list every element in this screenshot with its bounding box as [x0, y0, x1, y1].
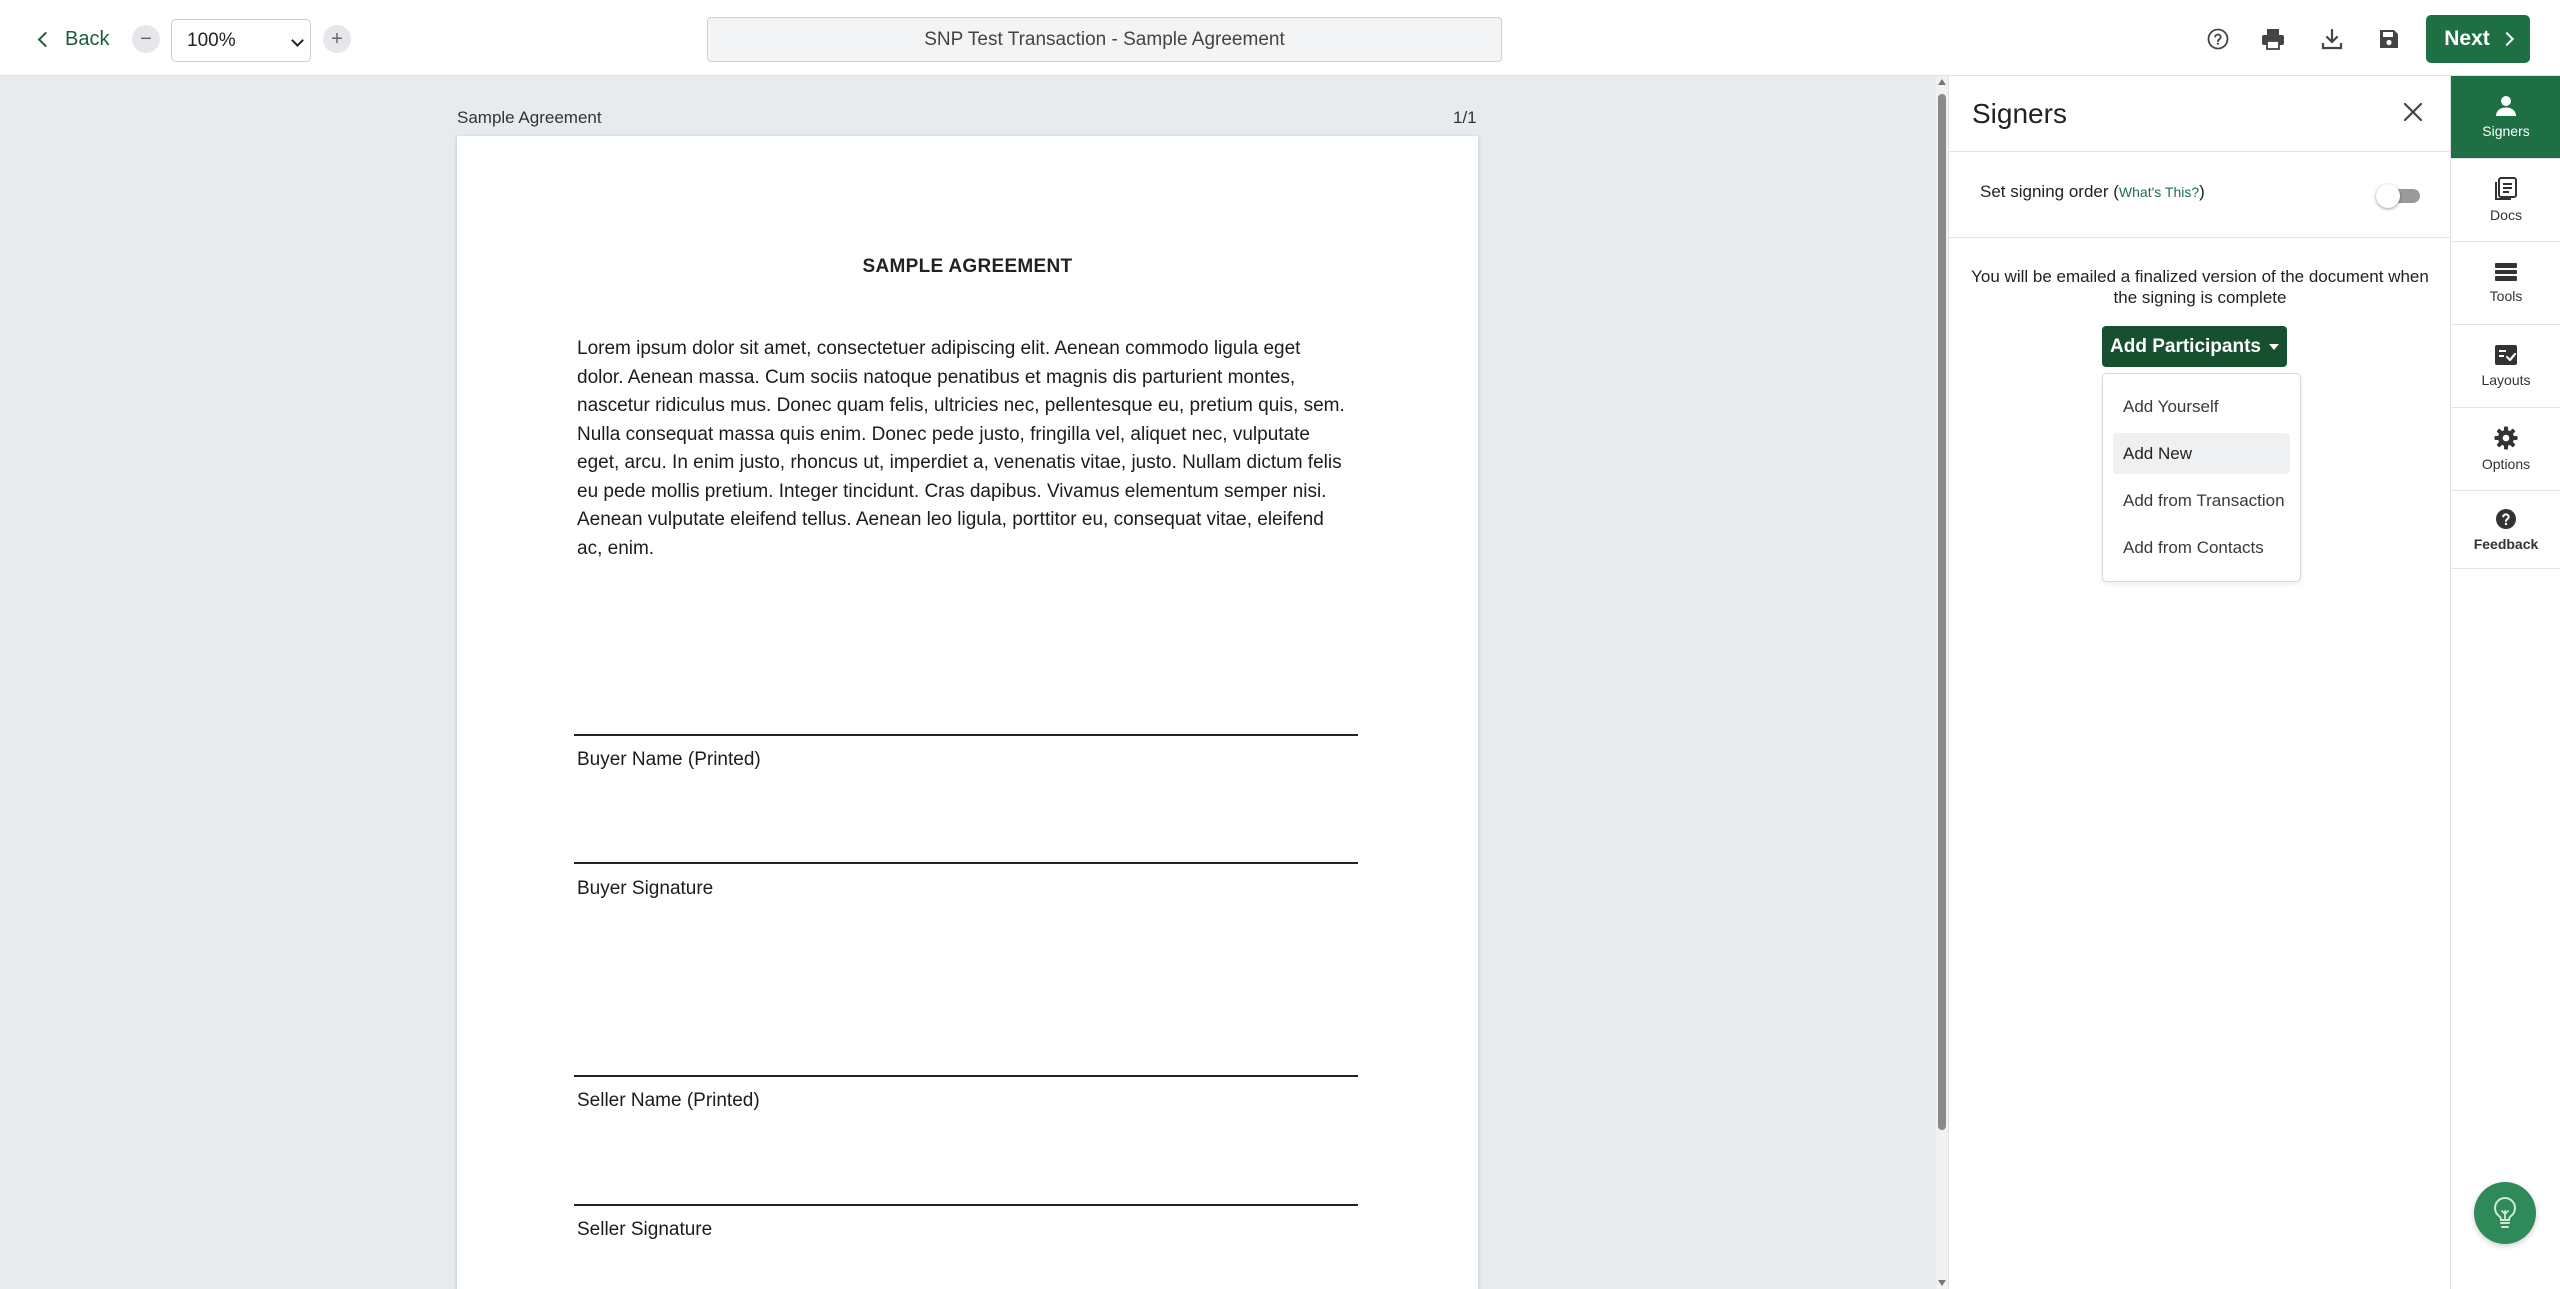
- zoom-select[interactable]: [171, 19, 311, 62]
- signers-panel: [1948, 76, 2450, 1289]
- rail-item-docs[interactable]: [2451, 159, 2560, 242]
- caret-down-icon: [2269, 344, 2279, 350]
- toggle-knob: [2376, 184, 2400, 208]
- document-title-field[interactable]: [707, 17, 1502, 62]
- rail-label: Layouts: [2481, 372, 2531, 388]
- help-icon: [2207, 28, 2229, 50]
- rail-item-feedback[interactable]: [2451, 491, 2560, 569]
- gear-icon: [2494, 426, 2518, 450]
- minus-icon: −: [140, 28, 152, 50]
- rail-label: Signers: [2482, 123, 2530, 139]
- document-scrollbar[interactable]: [1936, 76, 1948, 1289]
- buyer-signature-label: Buyer Signature: [577, 878, 714, 899]
- scroll-down-icon[interactable]: [1938, 1280, 1946, 1286]
- scroll-up-icon[interactable]: [1938, 79, 1946, 85]
- rail-item-tools[interactable]: [2451, 242, 2560, 325]
- zoom-out-button[interactable]: [132, 25, 160, 53]
- email-note: You will be emailed a finalized version of the document when the signing is complete: [1971, 267, 2429, 307]
- right-rail: [2450, 76, 2560, 1289]
- back-button[interactable]: [40, 22, 109, 56]
- download-button[interactable]: [2315, 22, 2349, 56]
- document-viewer[interactable]: [0, 76, 1936, 1289]
- signing-order-text: Set signing order (: [1980, 182, 2119, 201]
- question-icon: [2495, 508, 2517, 530]
- rail-item-options[interactable]: [2451, 408, 2560, 491]
- download-icon: [2321, 28, 2343, 50]
- save-icon: [2379, 29, 2399, 49]
- signature-line: [574, 1075, 1358, 1077]
- next-label: Next: [2444, 27, 2490, 50]
- chevron-down-icon: [291, 34, 304, 47]
- buyer-name-label: Buyer Name (Printed): [577, 749, 761, 770]
- document-page[interactable]: [457, 136, 1478, 1289]
- tips-button[interactable]: [2474, 1182, 2536, 1244]
- rail-label: Docs: [2490, 207, 2522, 223]
- add-participants-label: Add Participants: [2110, 335, 2261, 357]
- plus-icon: +: [331, 28, 343, 50]
- seller-signature-label: Seller Signature: [577, 1219, 713, 1240]
- print-icon: [2261, 28, 2285, 50]
- docs-icon: [2495, 177, 2517, 201]
- menu-item-add-from-transaction[interactable]: Add from Transaction: [2123, 490, 2285, 510]
- agreement-heading: SAMPLE AGREEMENT: [862, 256, 1073, 277]
- zoom-in-button[interactable]: [323, 25, 351, 53]
- signature-line: [574, 1204, 1358, 1206]
- menu-item-add-new[interactable]: Add New: [2113, 433, 2290, 474]
- signing-order-toggle[interactable]: [2376, 186, 2420, 206]
- document-name: Sample Agreement: [457, 108, 602, 127]
- chevron-right-icon: [2500, 32, 2514, 46]
- agreement-body: Lorem ipsum dolor sit amet, consectetuer adipiscing elit. Aenean commodo ligula eget dolor. Aenean massa. Cum sociis natoque penatibus et magnis dis parturient montes, nascetur ridiculus mus. Donec quam felis, ultricies nec, pellentesque eu, pretium quis, sem. Nulla consequat massa quis enim. Donec pede justo, fringilla vel, aliquet nec, vulputate eget, arcu. In enim justo, rhoncus ut, imperdiet a, venenatis vitae, justo. Nullam dictum felis eu pede mollis pretium. Integer tincidunt. Cras dapibus. Vivamus elementum semper nisi. Aenean vulputate eleifend tellus. Aenean leo ligula, porttitor eu, consequat vitae, eleifend ac, enim.: [577, 338, 1345, 559]
- whats-this-link[interactable]: What's This?: [2118, 184, 2200, 200]
- menu-item-add-from-contacts[interactable]: Add from Contacts: [2123, 537, 2264, 557]
- panel-title: Signers: [1972, 98, 2067, 129]
- chevron-left-icon: [38, 31, 54, 47]
- page-indicator: 1/1: [1453, 108, 1477, 127]
- seller-name-label: Seller Name (Printed): [577, 1090, 760, 1111]
- person-icon: [2495, 95, 2517, 117]
- next-button[interactable]: [2426, 15, 2530, 63]
- layouts-icon: [2494, 344, 2518, 366]
- add-participants-menu: [2102, 373, 2301, 582]
- rail-label: Tools: [2489, 288, 2523, 304]
- tools-icon: [2494, 262, 2518, 282]
- signing-order-label: [1980, 182, 2205, 202]
- rail-item-signers[interactable]: [2451, 76, 2560, 159]
- scroll-thumb[interactable]: [1938, 94, 1946, 1130]
- save-button[interactable]: [2372, 22, 2406, 56]
- rail-item-layouts[interactable]: [2451, 325, 2560, 408]
- help-button[interactable]: [2201, 22, 2235, 56]
- rail-label: Feedback: [2473, 535, 2539, 552]
- lightbulb-icon: [2490, 1195, 2520, 1231]
- zoom-value: 100%: [187, 29, 236, 51]
- signature-line: [574, 862, 1358, 864]
- print-button[interactable]: [2256, 22, 2290, 56]
- panel-header: [1949, 76, 2450, 152]
- top-toolbar: [0, 0, 2560, 76]
- menu-item-add-yourself[interactable]: Add Yourself: [2123, 396, 2219, 416]
- document-title: SNP Test Transaction - Sample Agreement: [924, 28, 1285, 50]
- close-icon[interactable]: [2401, 100, 2425, 124]
- signature-line: [574, 734, 1358, 736]
- back-label: Back: [65, 27, 110, 50]
- rail-label: Options: [2481, 456, 2531, 472]
- add-participants-button[interactable]: [2102, 326, 2287, 367]
- signing-order-close-paren: ): [2199, 182, 2205, 201]
